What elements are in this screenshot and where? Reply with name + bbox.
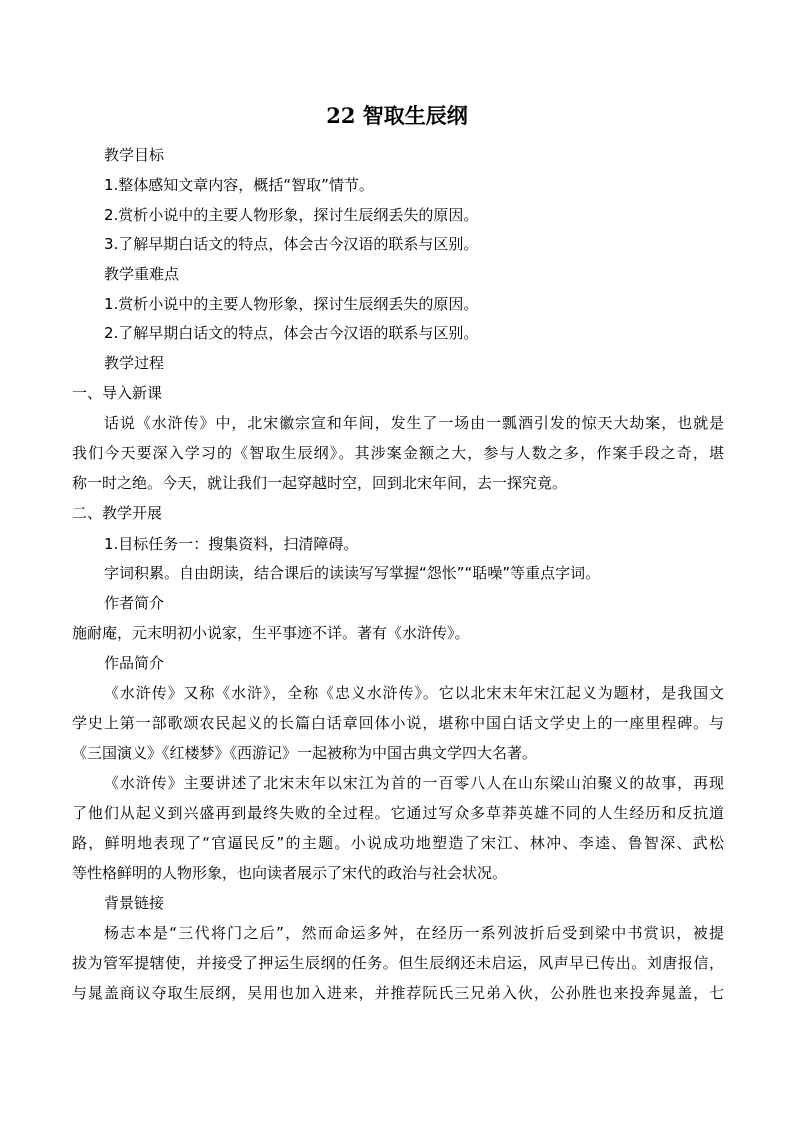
paragraph-line: 称一时之绝。今天，就让我们一起穿越时空，回到北宋年间，去一探究竟。	[72, 474, 568, 492]
section-heading-teaching-goals: 教学目标	[104, 146, 165, 164]
paragraph-line: 等性格鲜明的人物形象，也向读者展示了宋代的政治与社会状况。	[72, 864, 508, 882]
task-item-1: 1.目标任务一：搜集资料，扫清障碍。	[104, 535, 359, 553]
paragraph-line: 施耐庵，元末明初小说家，生平事迹不详。著有《水浒传》。	[72, 624, 470, 642]
paragraph-line: 与晁盖商议夺取生辰纲，吴用也加入进来，并推荐阮氏三兄弟入伙，公孙胜也来投奔晁盖，七	[72, 984, 724, 1002]
page-title: 22 智取生辰纲	[326, 103, 468, 128]
goal-item-3: 3.了解早期白话文的特点，体会古今汉语的联系与区别。	[104, 235, 479, 253]
paragraph-line: 我们今天要深入学习的《智取生辰纲》。其涉案金额之大，参与人数之多，作案手段之奇，堪	[72, 444, 724, 462]
subheading-author-intro: 作者简介	[104, 594, 165, 612]
key-point-item-2: 2.了解早期白话文的特点，体会古今汉语的联系与区别。	[104, 324, 479, 342]
paragraph-line: 拔为管军提辖使，并接受了押运生辰纲的任务。但生辰纲还未启运，风声早已传出。刘唐报信，	[72, 954, 724, 972]
paragraph-line: 路，鲜明地表现了“官逼民反”的主题。小说成功地塑造了宋江、林冲、李逵、鲁智深、武松	[72, 834, 724, 852]
paragraph-line: 《水浒传》主要讲述了北宋末年以宋江为首的一百零八人在山东梁山泊聚义的故事，再现	[104, 774, 724, 792]
goal-item-1: 1.整体感知文章内容，概括“智取”情节。	[104, 176, 374, 194]
goal-item-2: 2.赏析小说中的主要人物形象，探讨生辰纲丢失的原因。	[104, 206, 479, 224]
section-heading-key-points: 教学重难点	[104, 265, 180, 283]
paragraph-line: 《三国演义》《红楼梦》《西游记》一起被称为中国古典文学四大名著。	[72, 744, 538, 762]
paragraph-line: 话说《水浒传》中，北宋徽宗宣和年间，发生了一场由一瓢酒引发的惊天大劫案，也就是	[104, 414, 724, 432]
key-point-item-1: 1.赏析小说中的主要人物形象，探讨生辰纲丢失的原因。	[104, 295, 479, 313]
section-heading-teaching-development: 二、教学开展	[72, 504, 163, 522]
paragraph-line: 学史上第一部歌颂农民起义的长篇白话章回体小说，堪称中国白话文学史上的一座里程碑。与	[72, 714, 724, 732]
section-heading-teaching-process: 教学过程	[104, 354, 165, 372]
subheading-background: 背景链接	[104, 894, 165, 912]
paragraph-line: 字词积累。自由朗读，结合课后的读读写写掌握“怨怅”“聒噪”等重点字词。	[104, 564, 601, 582]
paragraph-line: 了他们从起义到兴盛再到最终失败的全过程。它通过写众多草莽英雄不同的人生经历和反抗道	[72, 804, 724, 822]
paragraph-line: 杨志本是“三代将门之后”，然而命运多舛，在经历一系列波折后受到梁中书赏识，被提	[104, 924, 724, 942]
subheading-work-intro: 作品简介	[104, 654, 165, 672]
paragraph-line: 《水浒传》又称《水浒》，全称《忠义水浒传》。它以北宋末年宋江起义为题材，是我国文	[104, 684, 724, 702]
section-heading-introduction: 一、导入新课	[72, 384, 163, 402]
